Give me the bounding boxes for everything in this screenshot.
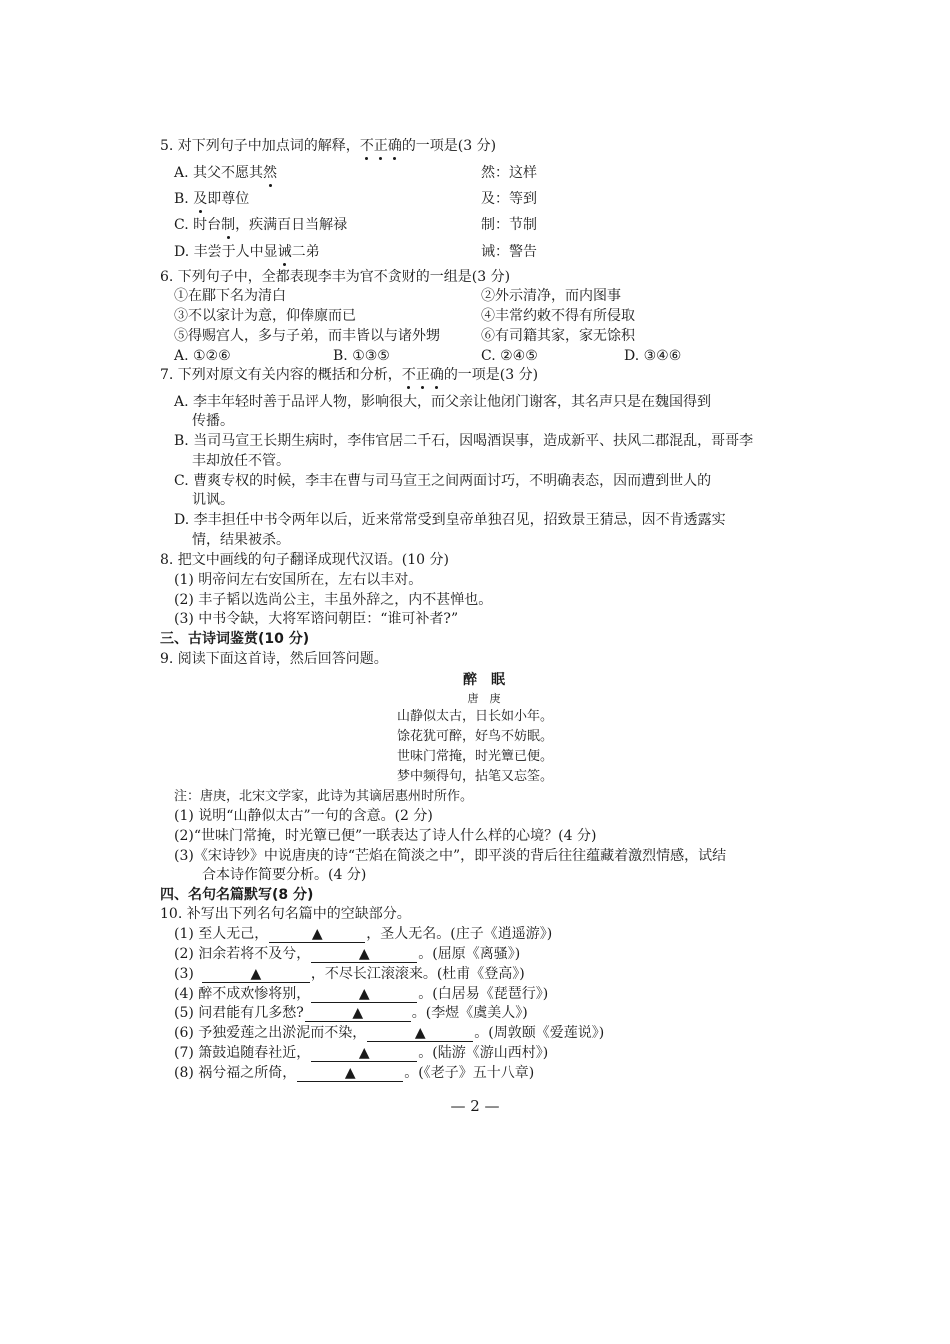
q7-line: D. 李丰担任中书令两年以后，近来常常受到皇帝单独召见，招致景王猜忌，因不肯透露实 [174,512,726,528]
q5-stem: 5. 对下列句子中加点词的解释，不正确的一项是(3 分) [160,138,497,154]
q5-gloss-a: 然：这样 [481,165,537,181]
q5-gloss-b: 及：等到 [481,191,537,207]
answer-blank[interactable]: ▲ [297,1065,403,1082]
q7-stem: 7. 下列对原文有关内容的概括和分析，不正确的一项是(3 分) [160,367,539,383]
q10-item: (8) 祸兮福之所倚， ▲ 。(《老子》五十八章) [174,1065,535,1081]
q9-question: (3)《宋诗钞》中说唐庚的诗“芒焰在简淡之中”，即平淡的背后往往蕴藏着激烈情感，试结 [174,848,727,864]
q6-choice-a: A. ①②⑥ [174,348,231,364]
answer-blank[interactable]: ▲ [311,986,417,1003]
emphasis-dot: 不 [401,367,416,383]
q6-item-3: ③不以家计为意，仰俸廪而已 [174,308,356,324]
q8-item: (2) 丰子韬以选尚公主，丰虽外辞之，内不甚惮也。 [174,592,493,608]
poem-line: 梦中频得句，拈笔又忘筌。 [397,769,554,784]
q6-item-5: ⑤得赐宫人，多与子弟，而丰皆以与诸外甥 [174,328,440,344]
q5-option-d: D. 丰尝于人中显诫二弟 [174,244,320,260]
q7-line: 讥讽。 [192,492,234,508]
q6-item-4: ④丰常约敕不得有所侵取 [481,308,635,324]
q10-item: (7) 箫鼓追随春社近， ▲ 。(陆游《游山西村》) [174,1045,549,1061]
q8-stem: 8. 把文中画线的句子翻译成现代汉语。(10 分) [160,552,449,568]
q5-option-a: A. 其父不愿其然 [174,165,278,181]
q7-line: C. 曹爽专权的时候，李丰在曹与司马宣王之间两面讨巧，不明确表态，因而遭到世人的 [174,473,712,489]
q9-stem: 9. 阅读下面这首诗，然后回答问题。 [160,651,388,667]
q10-item: (3) ▲ ，不尽长江滚滚来。(杜甫《登高》) [174,966,525,982]
emphasis-dot: 确 [387,138,402,154]
emphasis-dot: 确 [429,367,444,383]
q8-item: (1) 明帝问左右安国所在，左右以丰对。 [174,572,423,588]
q5-option-b: B. 及即尊位 [174,191,250,207]
q7-line: A. 李丰年轻时善于品评人物，影响很大，而父亲让他闭门谢客，其名声只是在魏国得到 [174,394,712,410]
q6-item-6: ⑥有司籍其家，家无馀积 [481,328,635,344]
poem-line: 山静似太古，日长如小年。 [397,709,554,724]
q6-stem: 6. 下列句子中，全都表现李丰为官不贪财的一组是(3 分) [160,269,511,285]
section-heading: 三、古诗词鉴赏(10 分) [160,631,310,647]
q5-gloss-c: 制：节制 [481,217,537,233]
q7-line: 传播。 [192,413,234,429]
q7-line: B. 当司马宣王长期生病时，李伟官居二千石，因喝酒误事，造成新平、扶风二郡混乱，哥哥李 [174,433,754,449]
page-number: — 2 — [450,1097,500,1115]
poem-note: 注：唐庚，北宋文学家，此诗为其谪居惠州时所作。 [174,789,474,804]
answer-blank[interactable]: ▲ [305,1005,411,1022]
poem-line: 世味门常掩，时光簟已便。 [397,749,554,764]
poem-author: 唐 庚 [467,692,501,705]
poem-title: 醉 眠 [463,672,505,688]
answer-blank[interactable]: ▲ [311,946,417,963]
q6-item-1: ①在郿下名为清白 [174,288,286,304]
answer-blank[interactable]: ▲ [202,966,310,983]
q8-item: (3) 中书令缺，大将军谘问朝臣：“谁可补者?” [174,611,459,627]
q10-stem: 10. 补写出下列名句名篇中的空缺部分。 [160,906,411,922]
q7-line: 情，结果被杀。 [192,532,290,548]
q9-question: (2)“世味门常掩，时光簟已便”一联表达了诗人什么样的心境？(4 分) [174,828,597,844]
q6-choice-c: C. ②④⑤ [481,348,538,364]
q10-item: (2) 汩余若将不及兮， ▲ 。(屈原《离骚》) [174,946,521,962]
q10-item: (1) 至人无己， ▲ ，圣人无名。(庄子《逍遥游》) [174,926,553,942]
q6-item-2: ②外示清净，而内图事 [481,288,621,304]
emphasis-dot: 正 [415,367,430,383]
q6-choice-b: B. ①③⑤ [333,348,390,364]
answer-blank[interactable]: ▲ [367,1025,473,1042]
q9-question: (1) 说明“山静似太古”一句的含意。(2 分) [174,808,433,824]
answer-blank[interactable]: ▲ [311,1045,417,1062]
emphasis-dot: 不 [359,138,374,154]
answer-blank[interactable]: ▲ [269,926,365,943]
q9-question: 合本诗作简要分析。(4 分) [202,867,367,883]
q6-choice-d: D. ③④⑥ [624,348,682,364]
section-heading: 四、名句名篇默写(8 分) [160,887,314,903]
q5-option-c: C. 时台制，疾满百日当解禄 [174,217,348,233]
q7-line: 丰却放任不管。 [192,453,290,469]
q10-item: (6) 予独爱莲之出淤泥而不染， ▲ 。(周敦颐《爱莲说》) [174,1025,605,1041]
emphasis-dot: 正 [373,138,388,154]
q10-item: (5) 问君能有几多愁? ▲ 。(李煜《虞美人》) [174,1005,528,1021]
q10-item: (4) 醉不成欢惨将别， ▲ 。(白居易《琵琶行》) [174,986,549,1002]
q5-gloss-d: 诫：警告 [481,244,537,260]
poem-line: 馀花犹可醉，好鸟不妨眠。 [397,729,554,744]
